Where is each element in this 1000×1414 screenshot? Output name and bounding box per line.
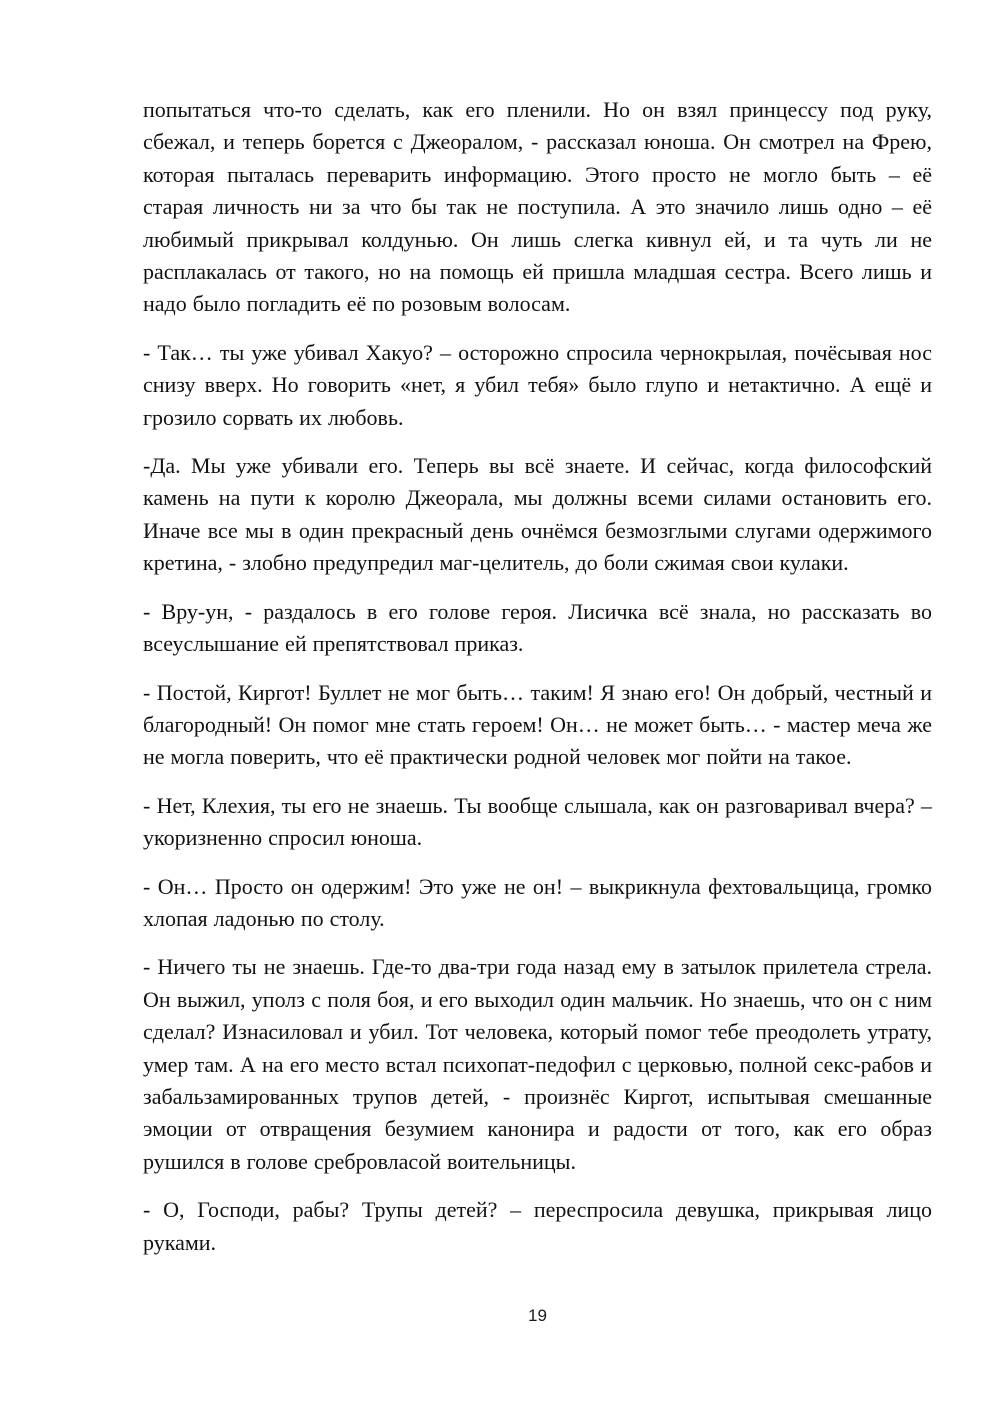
paragraph-9: - О, Господи, рабы? Трупы детей? – переспросила девушка, прикрывая лицо руками. [143,1197,932,1255]
paragraph-1: попытаться что-то сделать, как его пленили. Но он взял принцессу под руку, сбежал, и теперь борется с Джеоралом, - рассказал юноша. Он смотрел на Фрею, которая пыталась переварить информацию. Этого просто не могло быть – её старая личность ни за что бы так не поступила. А это значило лишь одно – её любимый прикрывал колдунью. Он лишь слегка кивнул ей, и та чуть ли не расплакалась от такого, но на помощь ей пришла младшая сестра. Всего лишь и надо было погладить её по розовым волосам. [143,97,932,317]
paragraph-7: - Он… Просто он одержим! Это уже не он! – выкрикнула фехтовальщица, громко хлопая ладонью по столу. [143,873,932,931]
text-block [143,94,932,1275]
paragraph-2: - Так… ты уже убивал Хакуо? – осторожно спросила чернокрылая, почёсывая нос снизу вверх. Но говорить «нет, я убил тебя» было глупо и нетактично. А ещё и грозило сорвать их любовь. [143,339,932,430]
paragraph-4: - Вру-ун, - раздалось в его голове героя. Лисичка всё знала, но рассказать во всеуслышание ей препятствовал приказ. [143,598,932,657]
page-number: 19 [528,1306,547,1325]
paragraph-3: -Да. Мы уже убивали его. Теперь вы всё знаете. И сейчас, когда философский камень на пути к королю Джеорала, мы должны всеми силами остановить его. Иначе все мы в один прекрасный день очнёмся безмозглыми слугами одержимого кретина, - злобно предупредил маг-целитель, до боли сжимая свои кулаки. [143,453,932,576]
paragraph-5: - Постой, Киргот! Буллет не мог быть… таким! Я знаю его! Он добрый, честный и благородный! Он помог мне стать героем! Он… не может быть… - мастер меча же не могла поверить, что её практически родной человек мог пойти на такое. [143,679,932,770]
paragraph-6: - Нет, Клехия, ты его не знаешь. Ты вообще слышала, как он разговаривал вчера? – укоризненно спросил юноша. [143,792,932,851]
paragraph-8: - Ничего ты не знаешь. Где-то два-три года назад ему в затылок прилетела стрела. Он выжил, уполз с поля боя, и его выходил один мальчик. Но знаешь, что он с ним сделал? Изнасиловал и убил. Тот человека, который помог тебе преодолеть утрату, умер там. А на его место встал психопат-педофил с церковью, полной секс-рабов и забальзамированных трупов детей, - произнёс Киргот, испытывая смешанные эмоции от отвращения безумием канонира и радости от того, как его образ рушился в голове сребровласой воительницы. [143,954,932,1174]
